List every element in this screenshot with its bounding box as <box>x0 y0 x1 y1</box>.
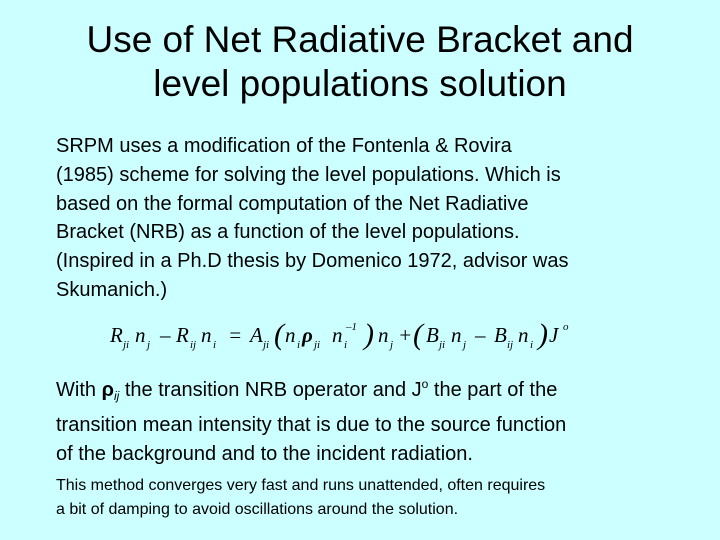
eq-sup-neg-one: –1 <box>346 321 357 333</box>
description-line: Bracket (NRB) as a function of the level populations. <box>56 221 520 244</box>
eq-minus: – <box>475 323 486 347</box>
eq-R: R <box>110 323 123 347</box>
explanation-text: With <box>56 379 102 401</box>
nrb-equation <box>108 312 598 360</box>
eq-sub-ij: ij <box>507 339 514 351</box>
description-line: (1985) scheme for solving the level populations. Which is <box>56 163 561 186</box>
eq-sub-j: j <box>463 339 467 351</box>
title-line-2: level populations solution <box>153 63 567 104</box>
description-line: based on the formal computation of the Net Radiative <box>56 192 529 215</box>
eq-sub-i: i <box>297 339 301 351</box>
eq-lparen: ( <box>413 318 423 351</box>
j-superscript: o <box>421 377 429 391</box>
slide-title <box>20 18 700 106</box>
eq-n: n <box>378 323 389 347</box>
eq-n: n <box>135 323 146 347</box>
eq-R: R <box>176 323 189 347</box>
note-line: a bit of damping to avoid oscillations around the solution. <box>56 501 459 518</box>
eq-sub-ij: ij <box>190 339 197 351</box>
eq-n: n <box>285 323 296 347</box>
convergence-note <box>56 474 706 522</box>
eq-A: A <box>250 323 263 347</box>
rho-symbol: ρ <box>101 379 114 401</box>
explanation-text: the part of the <box>428 379 558 401</box>
eq-lparen: ( <box>274 318 284 351</box>
description-paragraph <box>56 132 696 305</box>
eq-sup-o: o <box>563 321 569 333</box>
eq-sub-ji: ji <box>314 339 321 351</box>
eq-rparen: ) <box>364 318 374 351</box>
eq-B: B <box>494 323 507 347</box>
description-line: (Inspired in a Ph.D thesis by Domenico 1972, advisor was <box>56 250 569 273</box>
eq-B: B <box>426 323 439 347</box>
eq-sub-i: i <box>530 339 534 351</box>
eq-sub-i: i <box>344 339 348 351</box>
explanation-line: transition mean intensity that is due to the source function <box>56 413 567 436</box>
explanation-text: the transition NRB operator and J <box>119 379 422 401</box>
eq-n: n <box>332 323 343 347</box>
title-line-1: Use of Net Radiative Bracket and <box>86 19 634 60</box>
description-line: Skumanich.) <box>56 278 168 301</box>
explanation-line <box>56 370 696 411</box>
eq-rparen: ) <box>538 318 548 351</box>
rho-subscript: ij <box>113 389 120 403</box>
eq-equals: = <box>228 323 243 347</box>
description-line: SRPM uses a modification of the Fontenla & Rovira <box>56 135 512 157</box>
eq-sub-ji: ji <box>439 339 446 351</box>
eq-n: n <box>451 323 462 347</box>
eq-J: J <box>549 323 559 347</box>
eq-rho: ρ <box>302 323 313 347</box>
eq-n: n <box>201 323 212 347</box>
explanation-line: of the background and to the incident radiation. <box>56 442 473 465</box>
eq-plus: + <box>398 323 413 347</box>
eq-n: n <box>518 323 529 347</box>
eq-sub-j: j <box>390 339 394 351</box>
eq-sub-ji: ji <box>263 339 270 351</box>
eq-sub-j: j <box>147 339 151 351</box>
eq-minus: – <box>160 323 171 347</box>
operator-explanation <box>56 370 696 468</box>
eq-sub-i: i <box>213 339 217 351</box>
note-line: This method converges very fast and runs unattended, often requires <box>56 477 546 494</box>
eq-sub-ji: ji <box>123 339 130 351</box>
